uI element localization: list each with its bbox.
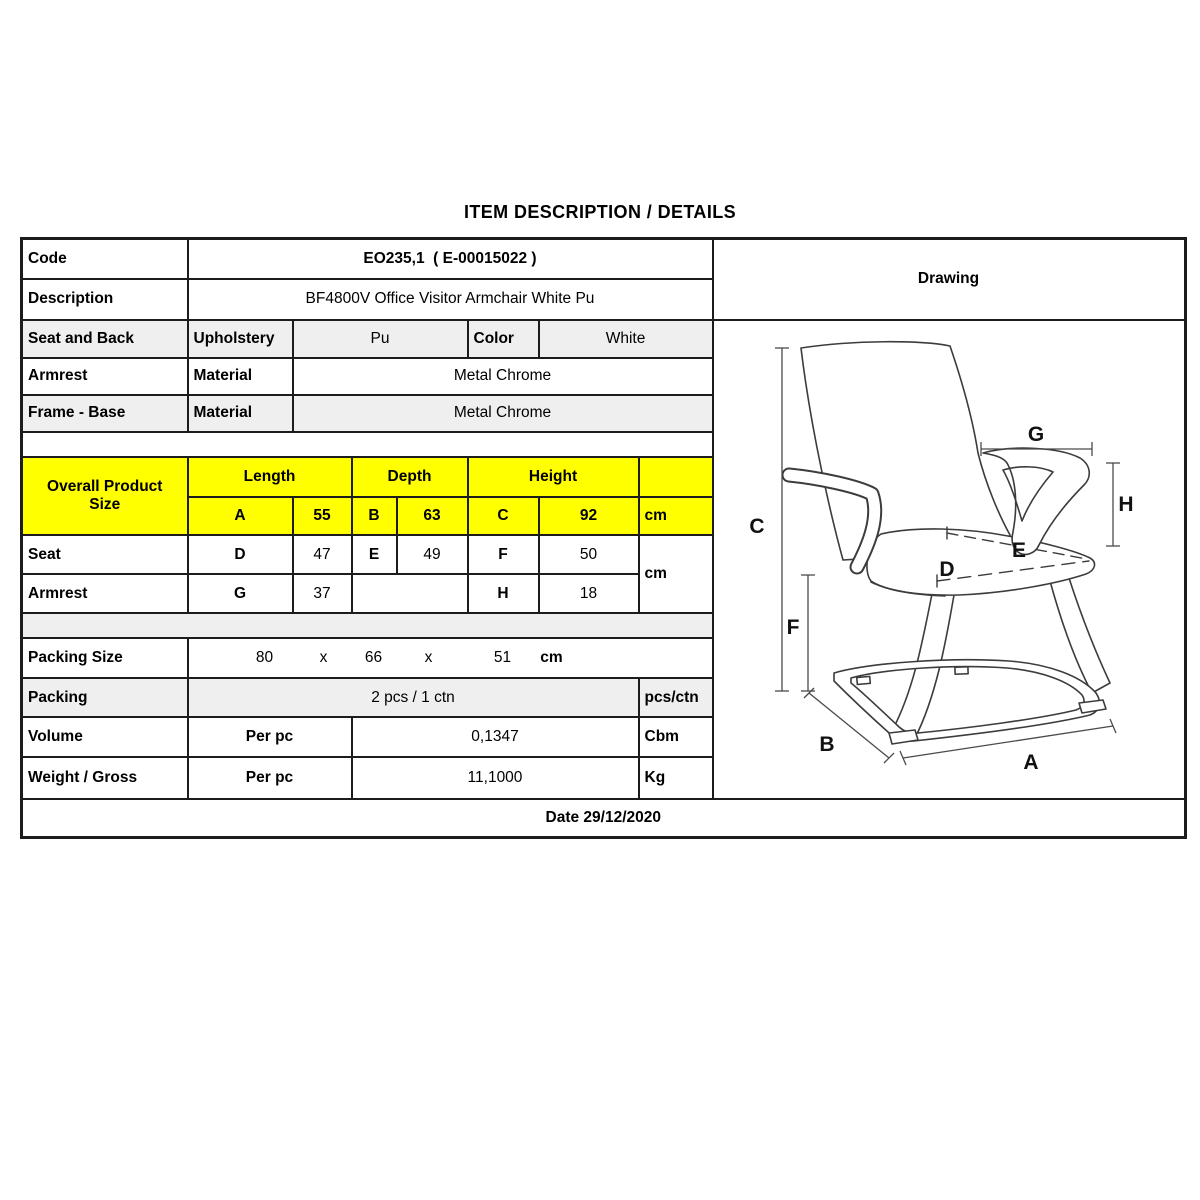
overall-unit: cm — [639, 497, 713, 535]
color-label: Color — [468, 320, 539, 358]
dim-d: D — [188, 535, 293, 574]
dim-d-value: 47 — [293, 535, 352, 574]
seat-and-back-label: Seat and Back — [22, 320, 188, 358]
dim-a: A — [188, 497, 293, 535]
page-title: ITEM DESCRIPTION / DETAILS — [463, 202, 737, 222]
description-value: BF4800V Office Visitor Armchair White Pu — [188, 279, 713, 320]
upholstery-label: Upholstery — [188, 320, 293, 358]
packing-label: Packing — [22, 678, 188, 717]
packing-sep: x — [319, 649, 328, 667]
dim-label-h: H — [1117, 492, 1134, 516]
weight-unit: Kg — [639, 757, 713, 799]
packing-size-values — [188, 638, 713, 678]
packing-size-label: Packing Size — [22, 638, 188, 678]
chair-foot-rear — [1079, 700, 1106, 713]
depth-header: Depth — [352, 457, 468, 497]
base-clip — [954, 666, 967, 673]
overall-size-label: Overall Product Size — [22, 457, 188, 535]
dim-b: B — [352, 497, 397, 535]
drawing-header: Drawing — [713, 239, 1186, 320]
dim-g: G — [188, 574, 293, 613]
dim-c: C — [468, 497, 539, 535]
spec-table — [20, 237, 1187, 839]
code-label: Code — [22, 239, 188, 279]
packing-value: 2 pcs / 1 ctn — [188, 678, 639, 717]
volume-label: Volume — [22, 717, 188, 757]
weight-value: 11,1000 — [352, 757, 639, 799]
seat-dims-unit: cm — [639, 535, 713, 613]
frame-base-label: Frame - Base — [22, 395, 188, 432]
length-header: Length — [188, 457, 352, 497]
armrest-label: Armrest — [22, 358, 188, 395]
base-clip — [856, 676, 870, 684]
packing-length: 80 — [255, 649, 274, 667]
packing-sep: x — [424, 649, 433, 667]
packing-height: 51 — [493, 649, 512, 667]
weight-label: Weight / Gross — [22, 757, 188, 799]
armrest-material-label: Material — [188, 358, 293, 395]
chair-foot-front — [889, 730, 918, 744]
dim-g-value: 37 — [293, 574, 352, 613]
dim-label-g: G — [1027, 422, 1044, 446]
height-header: Height — [468, 457, 639, 497]
volume-value: 0,1347 — [352, 717, 639, 757]
frame-base-material-value: Metal Chrome — [293, 395, 713, 432]
seat-dims-label: Seat — [22, 535, 188, 574]
weight-basis: Per pc — [188, 757, 352, 799]
upholstery-value: Pu — [293, 320, 468, 358]
volume-basis: Per pc — [188, 717, 352, 757]
dim-b-value: 63 — [397, 497, 468, 535]
chair-drawing — [719, 321, 1179, 794]
drawing-cell — [713, 320, 1186, 800]
dim-label-b: B — [818, 732, 835, 756]
color-value: White — [539, 320, 713, 358]
dim-h: H — [468, 574, 539, 613]
description-label: Description — [22, 279, 188, 320]
packing-width: 66 — [364, 649, 383, 667]
packing-unit: pcs/ctn — [639, 678, 713, 717]
dim-e-value: 49 — [397, 535, 468, 574]
code-value: EO235,1 ( E-00015022 ) — [188, 239, 713, 279]
spacer-row-shaded — [22, 613, 713, 638]
dim-label-d: D — [938, 557, 955, 581]
dim-c-value: 92 — [539, 497, 639, 535]
dim-label-e: E — [1011, 538, 1026, 562]
volume-unit: Cbm — [639, 717, 713, 757]
dim-label-a: A — [1022, 750, 1039, 774]
frame-base-material-label: Material — [188, 395, 293, 432]
empty-yellow-cell — [639, 457, 713, 497]
dim-f: F — [468, 535, 539, 574]
armrest-dims-label: Armrest — [22, 574, 188, 613]
dim-a-value: 55 — [293, 497, 352, 535]
dim-label-f: F — [786, 615, 799, 639]
empty-cell — [352, 574, 468, 613]
dim-f-value: 50 — [539, 535, 639, 574]
dim-label-c: C — [748, 514, 765, 538]
spacer-row — [22, 432, 713, 457]
armrest-material-value: Metal Chrome — [293, 358, 713, 395]
date-row: Date 29/12/2020 — [22, 799, 1186, 837]
dim-h-value: 18 — [539, 574, 639, 613]
packing-size-unit: cm — [540, 649, 563, 667]
dim-e: E — [352, 535, 397, 574]
chair-backrest — [801, 341, 1010, 559]
